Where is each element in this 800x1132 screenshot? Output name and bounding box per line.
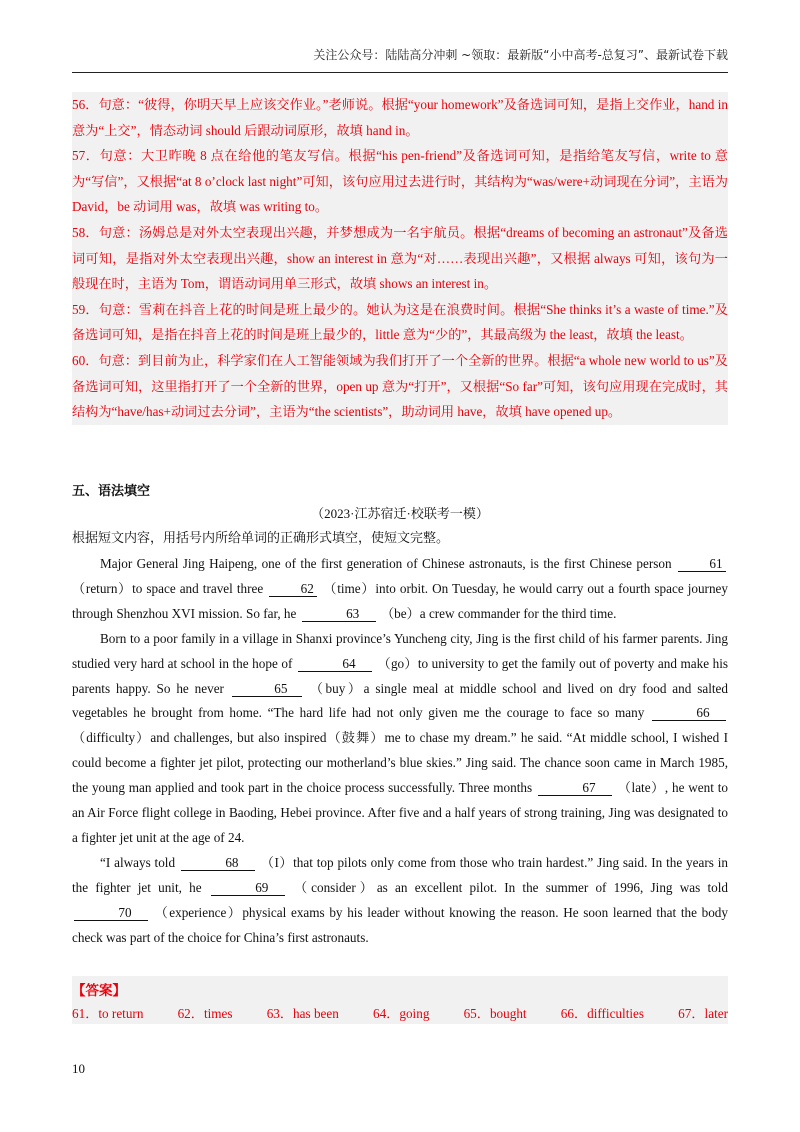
answer-label: 【答案】 — [72, 983, 126, 999]
passage-text: Major General Jing Haipeng, one of the first generation of Chinese astronauts, is the first Chinese person — [100, 556, 676, 571]
answer-61: 61．to return — [72, 1006, 144, 1021]
explanation-60: 60．句意：到目前为止，科学家们在人工智能领域为我们打开了一个全新的世界。根据“a whole new world to us”及备选词可知，这里指打开了一个全新的世界，open up 意为“打开”，又根据“So far”可知，该句应用现在完成时，其结构为“have/has+动词过去分词”，主语为“the scientists”，助动词用 have，故填 have opened up。 — [72, 352, 728, 420]
paragraph-3 — [72, 851, 728, 951]
instruction-text: 根据短文内容，用括号内所给单词的正确形式填空，使短文完整。 — [72, 530, 450, 545]
answer-66: 66．difficulties — [560, 1006, 645, 1021]
passage-text: （buy）a single meal at middle school and lived on dry food and salted vegetables he brought from home. “The hard life had not only given me the courage to face so many — [72, 680, 728, 721]
explanation-block — [72, 92, 728, 425]
answer-62: 62．times — [177, 1006, 233, 1021]
section-title: 五、语法填空 — [72, 484, 151, 499]
blank-65[interactable]: 65 — [232, 681, 302, 697]
blank-67[interactable]: 67 — [538, 780, 612, 796]
paragraph-1 — [72, 552, 728, 627]
blank-69[interactable]: 69 — [211, 880, 285, 896]
explanation-57: 57．句意：大卫昨晚 8 点在给他的笔友写信。根据“his pen-friend”及备选词可知，是指给笔友写信，write to 意为“写信”，又根据“at 8 o’clock last night”可知，该句应用过去进行时，其结构为“was/were+动词现在分词”，主语为 David，be 动词用 was，故填 was writing to。 — [72, 148, 728, 215]
page-header: 关注公众号：陆陆高分冲刺 ~领取：最新版“小中高考-总复习”、最新试卷下载 — [313, 48, 728, 62]
answer-63: 63．has been — [266, 1006, 339, 1021]
blank-66[interactable]: 66 — [652, 705, 726, 721]
blank-68[interactable]: 68 — [181, 855, 255, 871]
passage-text: （late）, he went to an Air Force flight college in Baoding, Hebei province. After five and a half years of strong training, Jing was designated to a fighter jet unit at the age of 24. — [72, 780, 728, 845]
answer-list — [72, 1003, 728, 1022]
passage — [72, 552, 728, 951]
header-divider — [72, 72, 728, 73]
passage-text: （go）to university to get the family out of poverty and make his parents happy. So he never — [72, 655, 729, 696]
explanation-58: 58．句意：汤姆总是对外太空表现出兴趣，并梦想成为一名宇航员。根据“dreams of becoming an astronaut”及备选词可知，是指对外太空表现出兴趣，show an interest in 意为“对……表现出兴趣”，又根据 always 可知，该句为一般现在时，主语为 Tom，谓语动词用单三形式，故填 shows an interest in。 — [72, 224, 728, 292]
answer-65: 65．bought — [463, 1006, 527, 1021]
blank-70[interactable]: 70 — [74, 905, 148, 921]
explanation-56: 56．句意：“彼得，你明天早上应该交作业。”老师说。根据“your homework”及备选词可知，是指上交作业，hand in 意为“上交”，情态动词 should 后跟动词原形，故填 hand in。 — [72, 97, 728, 138]
blank-62[interactable]: 62 — [269, 581, 317, 597]
paragraph-2 — [72, 627, 728, 851]
passage-text: “I always told — [100, 854, 179, 870]
explanation-59: 59．句意：雪莉在抖音上花的时间是班上最少的。她认为这是在浪费时间。根据“She thinks it’s a waste of time.”及备选词可知，是指在抖音上花的时间是班上最少的，little 意为“少的”，其最高级为 the least，故填 the least。 — [72, 301, 728, 343]
passage-text: （experience）physical exams by his leader without knowing the reason. He soon learned that the body check was part of the choice for China’s first astronauts. — [72, 904, 728, 945]
passage-text: （I）that top pilots only come from those who train hardest.” Jing said. In the years in the fighter jet unit, he — [72, 854, 728, 895]
passage-text: （difficulty）and challenges, but also inspired（鼓舞）me to chase my dream.” he said. “At middle school, I wished I could become a fighter jet pilot, protecting our motherland’s blue skies.” Jing said. The chance soon came in March 1985, the young man applied and took part in the choice process successfully. Three months — [72, 730, 728, 796]
page-number: 10 — [72, 1061, 85, 1076]
question-source: （2023·江苏宿迁·校联考一模） — [311, 506, 489, 521]
passage-text: Born to a poor family in a village in Shanxi province’s Yuncheng city, Jing is the first child of his farmer parents. Jing studied very hard at school in the hope of — [72, 630, 728, 671]
blank-64[interactable]: 64 — [298, 656, 372, 672]
passage-text: （consider）as an excellent pilot. In the summer of 1996, Jing was told — [286, 879, 728, 895]
passage-text: （time）into orbit. On Tuesday, he would carry out a fourth space journey through Shenzhou XVI mission. So far, he — [72, 580, 728, 621]
passage-text: （be）a crew commander for the third time. — [377, 605, 617, 621]
blank-63[interactable]: 63 — [302, 606, 376, 622]
answer-67: 67．later — [678, 1006, 728, 1021]
answer-64: 64．going — [373, 1006, 430, 1021]
passage-text: （return）to space and travel three — [72, 580, 268, 596]
blank-61[interactable]: 61 — [678, 556, 726, 572]
